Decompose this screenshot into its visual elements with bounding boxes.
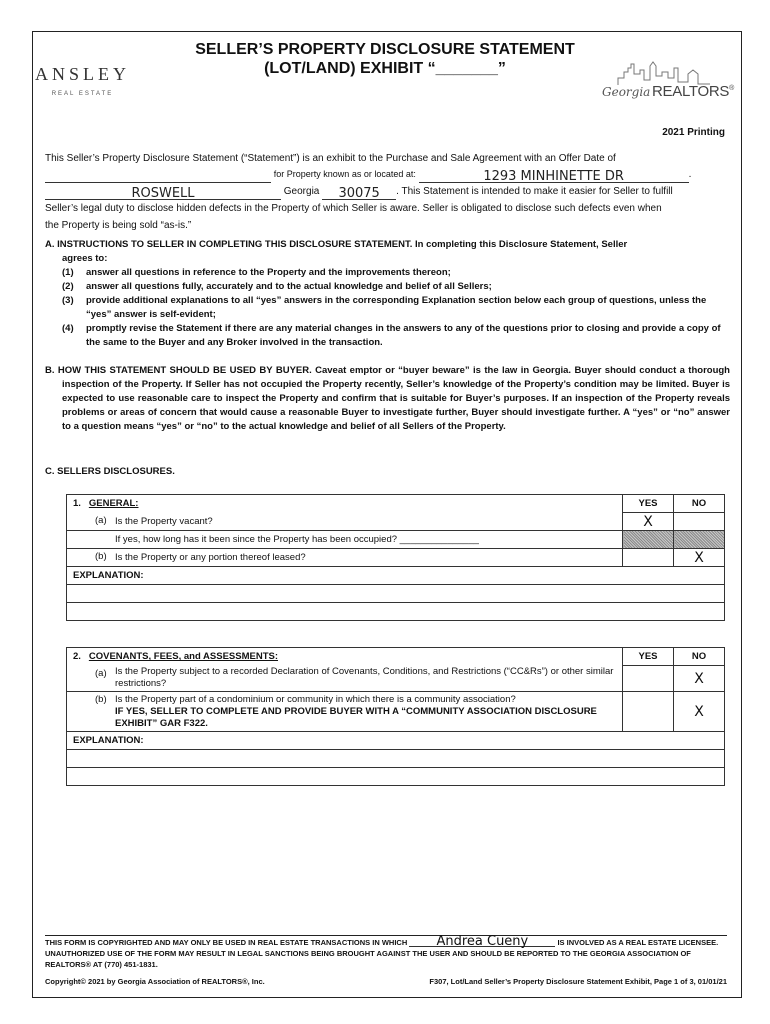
form-id: F307, Lot/Land Seller’s Property Disclosure Statement Exhibit, Page 1 of 3, 01/01/21	[429, 977, 727, 986]
brokerage-subtitle: REAL ESTATE	[51, 91, 114, 97]
form-title	[150, 40, 620, 78]
brokerage-name: ANSLEY	[35, 64, 130, 84]
intro-line-2: for Property known as or located at: 1293 MINHINETTE DR .	[45, 166, 727, 183]
no-header: NO	[674, 495, 725, 513]
zip-field[interactable]: 30075	[322, 187, 396, 200]
question-1a-followup: If yes, how long has it been since the Property has been occupied? _______________	[67, 531, 623, 549]
question-2a: (a) Is the Property subject to a recorded Declaration of Covenants, Conditions, and Restrictions (“CC&Rs”) or other similar restrictions?	[67, 666, 623, 692]
section-a-list	[62, 266, 727, 350]
section-b: B. HOW THIS STATEMENT SHOULD BE USED BY BUYER. Caveat emptor or “buyer beware” is the law in Georgia. Buyer should conduct a thorough inspection of the Property. If Seller has not occupied the Property recently, Seller’s knowledge of the Property’s condition may be limited. Buyer is expected to use reasonable care to inspect the Property and confirm that is suitable for Buyer’s purposes. If an inspection of the Property reveals problems or areas of concern that would cause a reasonable Buyer to investigate further, Buyer should investigate further. A “yes” or “no” answer to a question means “yes” or “no” to the actual knowledge and belief of all Sellers of the Property.	[45, 365, 730, 432]
explanation-line[interactable]	[67, 603, 725, 621]
offer-date-field[interactable]	[45, 170, 271, 183]
list-item: (4) promptly revise the Statement if there are any material changes in the answers to any of the questions prior to closing and provide a copy of the same to the Buyer and any Broker involved in the transaction.	[62, 323, 721, 348]
city-field[interactable]: ROSWELL	[45, 187, 281, 200]
footer-notice: THIS FORM IS COPYRIGHTED AND MAY ONLY BE USED IN REAL ESTATE TRANSACTIONS IN WHICH Andrea Cueny IS INVOLVED AS A REAL ESTATE LICENSEE. UNAUTHORIZED USE OF THE FORM MAY RESULT IN LEGAL SANCTIONS BEING BROUGHT AGAINST THE USER AND SHOULD BE REPORTED TO THE GEORGIA ASSOCIATION OF REALTORS® AT (770) 451-1831.	[45, 934, 719, 969]
covenants-table	[66, 647, 725, 786]
explanation-line[interactable]	[67, 750, 725, 768]
intro-line-1: This Seller’s Property Disclosure Statement (“Statement”) is an exhibit to the Purchase and Sale Agreement with an Offer Date of	[45, 153, 616, 164]
shaded-cell	[623, 531, 674, 549]
explanation-line[interactable]	[67, 768, 725, 786]
list-item: (1) answer all questions in reference to the Property and the improvements thereon;	[62, 267, 451, 278]
explanation-line[interactable]	[67, 585, 725, 603]
address-field[interactable]: 1293 MINHINETTE DR	[419, 170, 689, 183]
q1b-yes-checkbox[interactable]	[623, 549, 674, 567]
covenants-title-cell: 2. COVENANTS, FEES, and ASSESSMENTS:	[67, 648, 623, 666]
title-line-1: SELLER’S PROPERTY DISCLOSURE STATEMENT	[195, 41, 575, 58]
title-line-2: (LOT/LAND) EXHIBIT “_______”	[264, 60, 506, 77]
question-1b: (b) Is the Property or any portion thereof leased?	[67, 549, 623, 567]
question-2b: (b) Is the Property part of a condominium or community in which there is a community association? IF YES, SELLER TO COMPLETE AND PROVIDE BUYER WITH A “COMMUNITY ASSOCIATION DISCLOSURE EXHIBIT” GAR F322.	[67, 692, 623, 732]
q2b-yes-checkbox[interactable]	[623, 692, 674, 732]
q1b-no-checkbox[interactable]: X	[674, 549, 725, 567]
intro-line-3: ROSWELL Georgia 30075 . This Statement is intended to make it easier for Seller to fulfill	[45, 183, 727, 200]
shaded-cell	[674, 531, 725, 549]
logo-word: REALTORS®	[652, 83, 734, 100]
explanation-label: EXPLANATION:	[67, 732, 725, 750]
licensee-name-field[interactable]: Andrea Cueny	[409, 936, 555, 947]
list-item: (3) provide additional explanations to all “yes” answers in the corresponding Explanation section below each group of questions, unless the “yes” answer is self-evident;	[62, 295, 707, 320]
q2a-yes-checkbox[interactable]	[623, 666, 674, 692]
explanation-label: EXPLANATION:	[67, 567, 725, 585]
general-title-cell: 1. GENERAL:	[67, 495, 623, 513]
section-a-heading: A. INSTRUCTIONS TO SELLER IN COMPLETING THIS DISCLOSURE STATEMENT. In completing this Disclosure Statement, Seller agrees to:	[45, 239, 628, 264]
printing-year: 2021 Printing	[662, 127, 725, 138]
logo-script-text: Georgia	[602, 85, 651, 99]
intro-line-5: the Property is being sold “as-is.”	[45, 220, 192, 231]
question-1a: (a) Is the Property vacant?	[67, 513, 623, 531]
list-item: (2) answer all questions fully, accurately and to the actual knowledge and belief of all Sellers;	[62, 281, 492, 292]
yes-header: YES	[623, 648, 674, 666]
general-table	[66, 494, 725, 621]
footer-copyright: Copyright© 2021 by Georgia Association of REALTORS®, Inc. F307, Lot/Land Seller’s Property Disclosure Statement Exhibit, Page 1 of 3, 01/01/21	[45, 977, 727, 986]
brokerage-logo	[35, 64, 130, 97]
georgia-realtors-logo	[598, 60, 733, 120]
q1a-yes-checkbox[interactable]: X	[623, 513, 674, 531]
no-header: NO	[674, 648, 725, 666]
intro-line-4: Seller’s legal duty to disclose hidden defects in the Property of which Seller is aware. Seller is obligated to disclose such defects even when	[45, 203, 662, 214]
yes-header: YES	[623, 495, 674, 513]
q2b-no-checkbox[interactable]: X	[674, 692, 725, 732]
q2a-no-checkbox[interactable]: X	[674, 666, 725, 692]
q1a-no-checkbox[interactable]	[674, 513, 725, 531]
section-c-heading: C. SELLERS DISCLOSURES.	[45, 466, 175, 477]
